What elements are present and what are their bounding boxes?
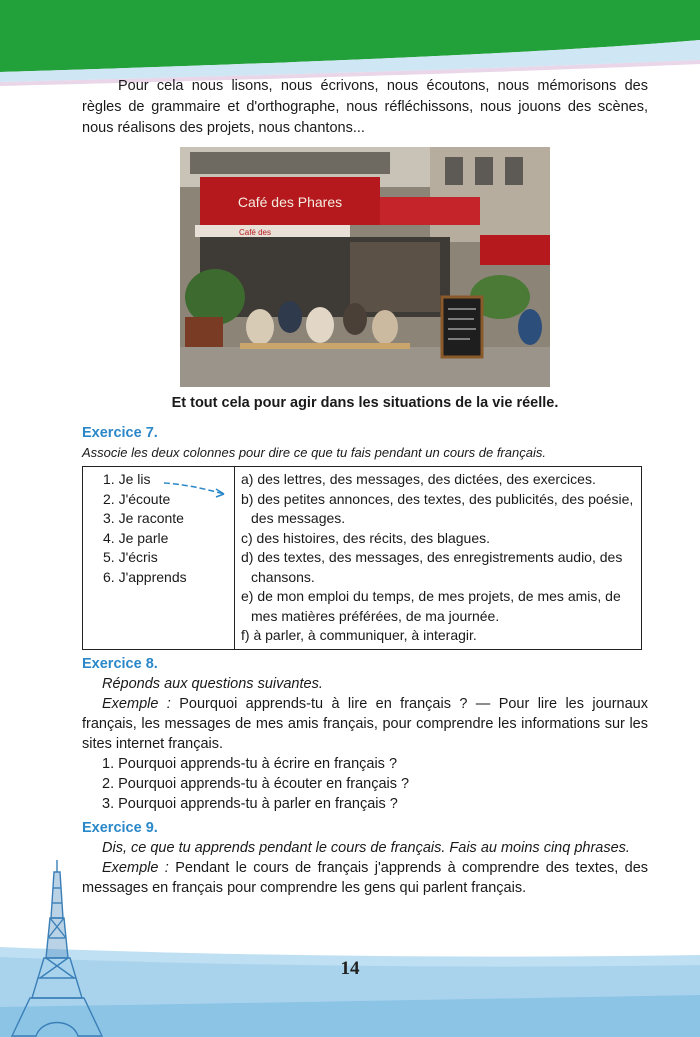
exercise-7-instruction: Associe les deux colonnes pour dire ce que tu fais pendant un cours de français. <box>82 445 546 460</box>
exercise-9-title: Exercice 9. <box>82 819 158 836</box>
exercise-8-example <box>82 694 648 754</box>
question-1: 1. Pourquoi apprends-tu à écrire en français ? <box>102 755 398 772</box>
right-item-a: a) des lettres, des messages, des dictées, des exercices. <box>241 471 596 487</box>
exercise-8-instruction: Réponds aux questions suivantes. <box>102 675 323 692</box>
right-item-f: f) à parler, à communiquer, à interagir. <box>241 627 477 643</box>
photo-caption: Et tout cela pour agir dans les situations de la vie réelle. <box>171 395 559 411</box>
page-content <box>82 76 648 898</box>
example-label: Exemple : <box>102 859 169 876</box>
left-item-5: 5. J'écris <box>103 549 158 565</box>
example-text: Pourquoi apprends-tu à lire en français ? — Pour lire les journaux français, les messages de mes amis français, pour comprendre les informations sur les sites internet français. <box>82 695 648 752</box>
example-text: Pendant le cours de français j'apprends à comprendre des textes, des messages en français pour comprendre les gens qui parlent français. <box>82 859 649 896</box>
right-item-d: d) des textes, des messages, des enregistrements audio, des chansons. <box>241 549 623 585</box>
exercise-7-title: Exercice 7. <box>82 425 158 441</box>
example-arrow-icon <box>162 480 232 500</box>
left-item-4: 4. Je parle <box>103 529 169 546</box>
left-item-1: 1. Je lis <box>103 471 151 487</box>
question-2: 2. Pourquoi apprends-tu à écouter en français ? <box>102 775 410 792</box>
exercise-9-example <box>82 858 648 898</box>
eiffel-tower-icon <box>10 858 105 1037</box>
exercise-8-title: Exercice 8. <box>82 655 158 672</box>
question-3: 3. Pourquoi apprends-tu à parler en français ? <box>102 795 398 812</box>
cafe-sign-text: Café des Phares <box>237 194 343 210</box>
cafe-sign-small-text: Café des <box>238 228 272 237</box>
right-column <box>235 467 642 650</box>
right-item-c: c) des histoires, des récits, des blagues. <box>241 529 491 546</box>
intro-paragraph: Pour cela nous lisons, nous écrivons, nous écoutons, nous mémorisons des règles de grammaire et d'orthographe, nous réfléchissons, nous jouons des scènes, nous réalisons des projets, nous chantons... <box>82 78 648 136</box>
cafe-photo <box>180 147 550 387</box>
example-label: Exemple : <box>102 695 171 712</box>
left-item-2: 2. J'écoute <box>103 490 171 507</box>
right-item-e: e) de mon emploi du temps, de mes projets, de mes amis, de mes matières préférées, de ma journée. <box>241 588 621 624</box>
footer-decoration <box>0 937 700 1037</box>
left-item-6: 6. J'apprends <box>103 568 187 585</box>
left-item-3: 3. Je raconte <box>103 510 184 526</box>
page-number: 14 <box>340 958 360 979</box>
exercise-9-instruction: Dis, ce que tu apprends pendant le cours de français. Fais au moins cinq phrases. <box>102 839 630 856</box>
right-item-b: b) des petites annonces, des textes, des publicités, des poésie, des messages. <box>241 490 634 526</box>
